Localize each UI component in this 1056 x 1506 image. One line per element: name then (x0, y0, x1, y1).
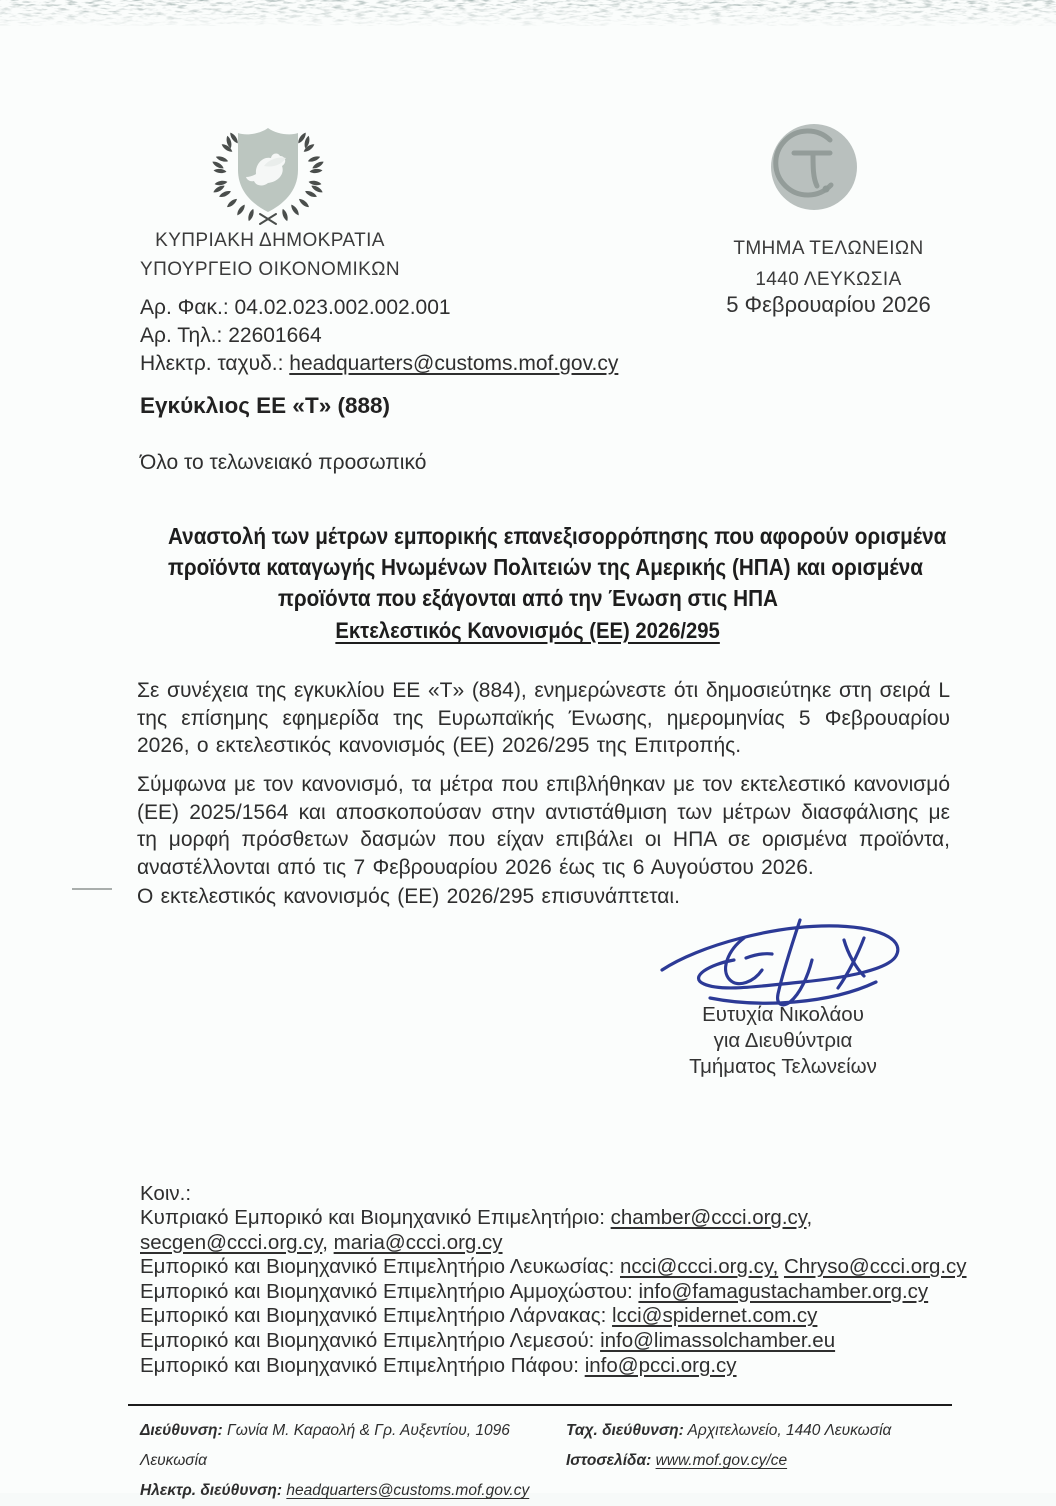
organization-block (110, 226, 430, 284)
link-text: info@famagustachamber.org.cy (638, 1279, 929, 1303)
republic-title: ΚΥΠΡΙΑΚΗ ΔΗΜΟΚΡΑΤΙΑ (155, 230, 385, 251)
text-segment: Διεύθυνση: (140, 1422, 223, 1439)
text-segment: Γωνία Μ. Καραολή & Γρ. Αυξεντίου, 1096 Λευκωσία (140, 1422, 510, 1469)
link-text: headquarters@customs.mof.gov.cy (286, 1482, 530, 1499)
footer-right-column (566, 1416, 956, 1476)
paragraph-1: Σε συνέχεια της εγκυκλίου ΕΕ «Τ» (884), ενημερώνεστε ότι δημοσιεύτηκε στη σειρά L της επίσημης εφημερίδα της Ευρωπαϊκής Ένωσης, ημερομηνίας 5 Φεβρουαρίου 2026, ο εκτελεστικός κανονισμός (ΕΕ) 2026/295 της Επιτροπής. (137, 679, 950, 757)
file-number-line: Αρ. Φακ.: 04.02.023.002.002.001 (140, 296, 451, 319)
text-segment: Εμπορικό και Βιομηχανικό Επιμελητήριο Λεμεσού: (140, 1328, 601, 1352)
text-segment: Ηλεκτρ. ταχυδ.: (140, 352, 290, 375)
ministry-title: ΥΠΟΥΡΓΕΙΟ ΟΙΚΟΝΟΜΙΚΩΝ (140, 259, 400, 280)
subject-line-1: Αναστολή των μέτρων εμπορικής επανεξισορρόπησης που αφορούν ορισμένα (168, 523, 947, 549)
cyprus-coat-of-arms-emblem (206, 122, 330, 228)
phone-line: Αρ. Τηλ.: 22601664 (140, 324, 322, 347)
signatory-name: Ευτυχία Νικολάου (702, 1003, 864, 1026)
text-segment: Εμπορικό και Βιομηχανικό Επιμελητήριο Πάφου: (140, 1353, 585, 1377)
department-title: ΤΜΗΜΑ ΤΕΛΩΝΕΙΩΝ (733, 238, 924, 259)
text-segment: , (322, 1230, 334, 1254)
link-text: Chryso@ccci.org.cy (783, 1255, 967, 1279)
link-text: headquarters@customs.mof.gov.cy (289, 352, 619, 375)
signatory-capacity: για Διευθύντρια (713, 1029, 853, 1052)
signatory-block (652, 1002, 914, 1080)
text-segment: , (806, 1206, 813, 1229)
cc-line (140, 1231, 955, 1256)
footer-email (140, 1476, 570, 1506)
department-postal-code: 1440 ΛΕΥΚΩΣΙΑ (755, 269, 902, 290)
circular-number-title: Εγκύκλιος ΕΕ «Τ» (888) (140, 393, 390, 418)
cc-line (140, 1304, 955, 1329)
footer-rule (128, 1404, 952, 1406)
department-block (706, 233, 951, 295)
text-segment: Εμπορικό και Βιομηχανικό Επιμελητήριο Αμμοχώστου: (140, 1279, 639, 1303)
link-text: maria@ccci.org.cy (333, 1230, 503, 1254)
cc-label: Κοιν.: (140, 1182, 192, 1205)
text-segment: Ιστοσελίδα: (566, 1452, 652, 1469)
cc-line (140, 1329, 955, 1354)
paragraph-3: Ο εκτελεστικός κανονισμός (ΕΕ) 2026/295 επισυνάπτεται. (137, 885, 680, 908)
link-text: secgen@ccci.org.cy (140, 1230, 323, 1254)
customs-department-seal (770, 123, 858, 211)
text-segment: Κυπριακό Εμπορικό και Βιομηχανικό Επιμελητήριο: (140, 1206, 611, 1229)
handwritten-signature (648, 912, 916, 1012)
cc-line (140, 1354, 955, 1379)
link-text: info@pcci.org.cy (584, 1353, 737, 1377)
cc-line (140, 1206, 955, 1231)
link-text: www.mof.gov.cy/ce (655, 1452, 788, 1469)
letter-date: 5 Φεβρουαρίου 2026 (726, 292, 931, 317)
subject-line-2: προϊόντα καταγωγής Ηνωμένων Πολιτειών της Αμερικής (ΗΠΑ) και ορισμένα (168, 554, 924, 580)
link-text: lcci@spidernet.com.cy (612, 1304, 818, 1328)
recipient-line: Όλο το τελωνειακό προσωπικό (140, 451, 427, 474)
text-segment: Αρχιτελωνείο, 1440 Λευκωσία (683, 1422, 892, 1439)
regulation-title (128, 618, 928, 644)
signatory-department: Τμήματος Τελωνείων (689, 1055, 877, 1078)
email-line (140, 350, 660, 378)
cc-line (140, 1280, 955, 1305)
cc-line (140, 1255, 967, 1280)
text-segment: Εμπορικό και Βιομηχανικό Επιμελητήριο Λευκωσίας: (140, 1255, 620, 1279)
footer-postal-address (566, 1416, 956, 1446)
text-segment: Ταχ. διεύθυνση: (566, 1422, 684, 1439)
link-text: info@limassolchamber.eu (600, 1328, 836, 1352)
file-reference-block (140, 294, 660, 378)
footer-street-address (140, 1416, 570, 1476)
link-text: ncci@ccci.org.cy, (620, 1255, 779, 1279)
subject-line-3: προϊόντα που εξάγονται από την Ένωση στις ΗΠΑ (278, 585, 778, 611)
text-segment: Ηλεκτρ. διεύθυνση: (140, 1482, 283, 1499)
link-text: chamber@ccci.org.cy (610, 1206, 807, 1229)
regulation-title-text: Εκτελεστικός Κανονισμός (ΕΕ) 2026/295 (335, 618, 721, 643)
subject-title (128, 521, 947, 614)
margin-dash-artifact (72, 888, 112, 890)
scan-noise-band (0, 0, 1056, 30)
text-segment: Εμπορικό και Βιομηχανικό Επιμελητήριο Λάρνακας: (140, 1304, 613, 1328)
cc-list (140, 1206, 967, 1378)
paragraph-2: Σύμφωνα με τον κανονισμό, τα μέτρα που επιβλήθηκαν με τον εκτελεστικό κανονισμό (ΕΕ) 2025/1564 και αποσκοπούσαν στην αντιστάθμιση των μέτρων διασφάλισης με τη μορφή πρόσθετων δασμών που είχαν επιβάλει οι ΗΠΑ σε ορισμένα προϊόντα, αναστέλλονται από τις 7 Φεβρουαρίου 2026 έως τις 6 Αυγούστου 2026. (137, 773, 950, 879)
footer-website (566, 1446, 956, 1476)
